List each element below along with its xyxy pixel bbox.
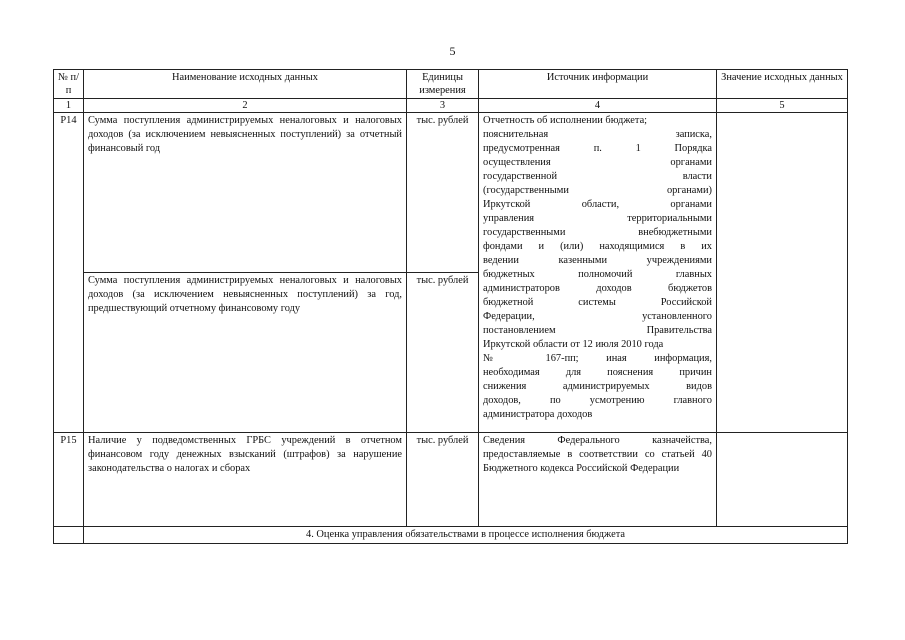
source-data-table [53, 69, 848, 544]
source-line: (государственными органами) [483, 185, 712, 196]
header-num: № п/п [54, 70, 84, 99]
col-number-2: 2 [84, 99, 407, 113]
source-line: Иркутской области от 12 июля 2010 года [483, 339, 664, 350]
source-line: постановлением Правительства [483, 325, 712, 336]
header-value: Значение исходных данных [717, 70, 848, 99]
source-line: бюджетной системы Российской [483, 297, 712, 308]
source-line: ведении казенными учреждениями [483, 255, 712, 266]
row-value-p14 [717, 113, 848, 433]
header-source: Источник информации [479, 70, 717, 99]
row-unit-p15: тыс. рублей [407, 433, 479, 527]
source-line: № 167-пп; иная информация, [483, 353, 712, 364]
section-heading-row [54, 527, 848, 544]
section-title: 4. Оценка управления обязательствами в процессе исполнения бюджета [84, 527, 848, 544]
source-line: Федерации, установленного [483, 311, 712, 322]
source-line: Отчетность об исполнении бюджета; [483, 115, 648, 126]
row-name-p14b: Сумма поступления администрируемых неналоговых и налоговых доходов (за исключением невыясненных поступлений) за год, предшествующий отчетному финансовому году [84, 273, 407, 433]
row-source-p15: Сведения Федерального казначейства, предоставляемые в соответствии со статьей 40 Бюджетного кодекса Российской Федерации [479, 433, 717, 527]
row-name-p14a: Сумма поступления администрируемых неналоговых и налоговых доходов (за исключением невыясненных поступлений) за отчетный финансовый год [84, 113, 407, 273]
section-num-cell [54, 527, 84, 544]
table-header-row [54, 70, 848, 99]
source-line: управления территориальными [483, 213, 712, 224]
col-number-1: 1 [54, 99, 84, 113]
source-line: предусмотренная п. 1 Порядка [483, 143, 712, 154]
source-line: фондами и (или) находящимися в их [483, 241, 712, 252]
source-line: необходимая для пояснения причин [483, 367, 712, 378]
col-number-5: 5 [717, 99, 848, 113]
source-line: снижения администрируемых видов [483, 381, 712, 392]
source-line: администраторов доходов бюджетов [483, 283, 712, 294]
row-name-p15: Наличие у подведомственных ГРБС учреждений в отчетном финансовом году денежных взысканий (штрафов) за нарушение законодательства о налогах и сборах [84, 433, 407, 527]
row-source-p14 [479, 113, 717, 433]
row-unit-p14a: тыс. рублей [407, 113, 479, 273]
row-value-p15 [717, 433, 848, 527]
table-row-p14a [54, 113, 848, 273]
source-line: Иркутской области, органами [483, 199, 712, 210]
row-code-p15: Р15 [54, 433, 84, 527]
column-number-row [54, 99, 848, 113]
header-unit: Единицы измерения [407, 70, 479, 99]
source-line: осуществления органами [483, 157, 712, 168]
source-line: государственными внебюджетными [483, 227, 712, 238]
source-line: администратора доходов [483, 409, 593, 420]
source-line: бюджетных полномочий главных [483, 269, 712, 280]
row-code-p14: Р14 [54, 113, 84, 433]
table-row-p15 [54, 433, 848, 527]
col-number-3: 3 [407, 99, 479, 113]
col-number-4: 4 [479, 99, 717, 113]
row-unit-p14b: тыс. рублей [407, 273, 479, 433]
source-line: пояснительная записка, [483, 129, 712, 140]
page-number: 5 [449, 44, 456, 58]
source-line: доходов, по усмотрению главного [483, 395, 712, 406]
source-line: государственной власти [483, 171, 712, 182]
header-name: Наименование исходных данных [84, 70, 407, 99]
